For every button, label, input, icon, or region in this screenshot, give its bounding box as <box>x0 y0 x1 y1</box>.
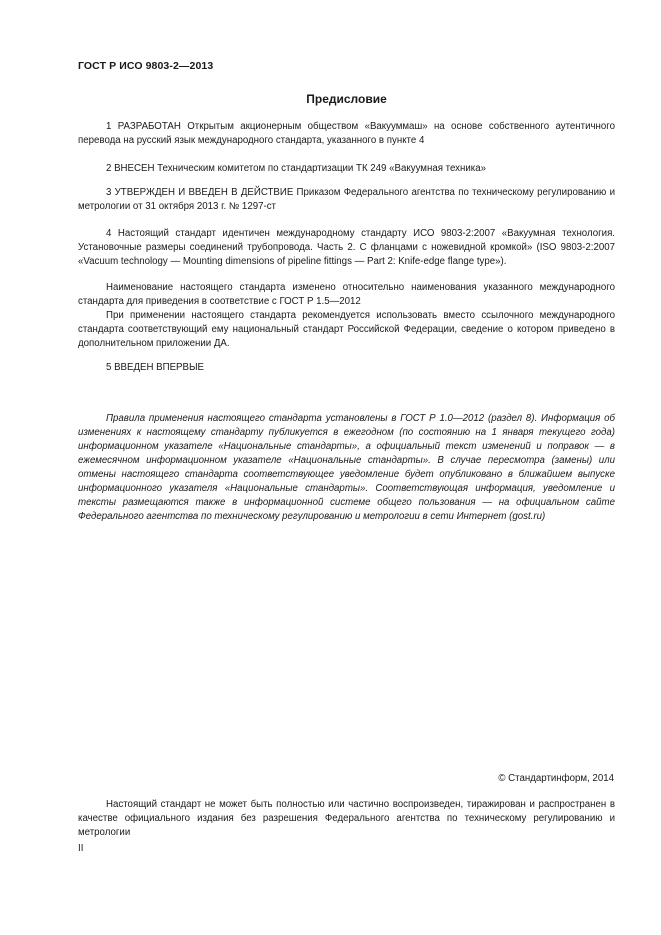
foreword-item-1: 1 РАЗРАБОТАН Открытым акционерным обществом «Вакууммаш» на основе собственного аутентичного перевода на русский язык международного стандарта, указанного в пункте 4 <box>78 121 615 146</box>
foreword-item-5: 5 ВВЕДЕН ВПЕРВЫЕ <box>106 362 205 373</box>
copyright: © Стандартинформ, 2014 <box>498 773 614 784</box>
reproduction-notice: Настоящий стандарт не может быть полностью или частично воспроизведен, тиражирован и распространен в качестве официального издания без разрешения Федерального агентства по техническому регулированию и метрологии <box>78 799 615 838</box>
foreword-item-4-name-note: Наименование настоящего стандарта изменено относительно наименования указанного международного стандарта для приведения в соответствие с ГОСТ Р 1.5—2012 <box>78 282 615 307</box>
foreword-title: Предисловие <box>306 92 387 106</box>
foreword-item-4-reference-note: При применении настоящего стандарта рекомендуется использовать вместо ссылочного международного стандарта соответствующий ему национальный стандарт Российской Федерации, сведение о котором приведено в дополнительном приложении ДА. <box>78 310 615 349</box>
page-number: II <box>78 843 84 854</box>
rules-notice: Правила применения настоящего стандарта установлены в ГОСТ Р 1.0—2012 (раздел 8). Информация об изменениях к настоящему стандарту публикуется в ежегодном (по состоянию на 1 января текущего года) информационном указателе «Национальные стандарты», а официальный текст изменений и поправок — в ежемесячном информационном указателе «Национальные стандарты». В случае пересмотра (замены) или отмены настоящего стандарта соответствующее уведомление будет опубликовано в ближайшем выпуске информационного указателя «Национальные стандарты». Соответствующая информация, уведомление и тексты размещаются также в информационной системе общего пользования — на официальном сайте Федерального агентства по техническому регулированию и метрологии в сети Интернет (gost.ru) <box>78 413 615 522</box>
foreword-item-4: 4 Настоящий стандарт идентичен международному стандарту ИСО 9803-2:2007 «Вакуумная технология. Установочные размеры соединений трубопровода. Часть 2. С фланцами с ножевидной кромкой» (ISO 9803-2:2007 «Vacuum technology — Mounting dimensions of pipeline fittings — Part 2: Knife-edge flange type»). <box>78 228 615 267</box>
foreword-item-2: 2 ВНЕСЕН Техническим комитетом по стандартизации ТК 249 «Вакуумная техника» <box>106 163 486 174</box>
foreword-item-3: 3 УТВЕРЖДЕН И ВВЕДЕН В ДЕЙСТВИЕ Приказом Федерального агентства по техническому регулированию и метрологии от 31 октября 2013 г. № 1297-ст <box>78 187 615 212</box>
document-code: ГОСТ Р ИСО 9803-2—2013 <box>78 60 214 72</box>
